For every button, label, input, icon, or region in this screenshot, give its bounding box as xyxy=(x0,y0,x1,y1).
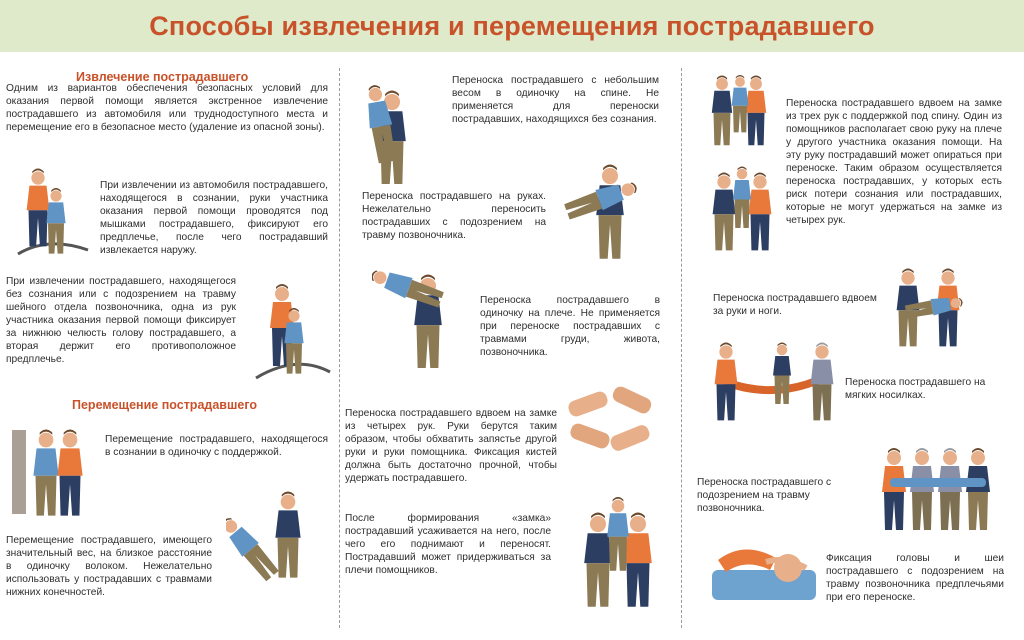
section-heading-moving: Перемещение пострадавшего xyxy=(72,398,258,412)
stretcher-illustration xyxy=(706,334,842,424)
head-neck-fixation-illustration xyxy=(708,520,820,612)
arms-legs-carry-illustration xyxy=(890,262,970,348)
arms-legs-carry-text: Переноска пострадавшего вдвоем за руки и ноги. xyxy=(713,293,877,317)
support-alone-text: Перемещение пострадавшего, находящегося в сознании в одиночку с поддержкой. xyxy=(105,434,328,458)
car-unconscious-text: При извлечении пострадавшего, находящегося без сознания или с подозрением на травму шейного отдела позвоночника, одна из рук участника оказания первой помощи фиксирует за нижнюю челюсть голову пострадавшего, а вторая держит его противоположное предплечье. xyxy=(6,276,236,365)
arms-carry-text: Переноска пострадавшего на руках. Нежелательно переносить пострадавших с подозрением на травму позвоночника. xyxy=(362,191,546,241)
four-hand-seat-illustration xyxy=(574,484,664,610)
car-conscious-text: При извлечении из автомобиля пострадавшего, находящегося в сознании, руки участника оказания первой помощи проводятся под мышками пострадавшего, фиксируют его предплечье, после чего пострадавший извлекается наружу. xyxy=(100,180,328,256)
drag-alone-text: Перемещение пострадавшего, имеющего значительный вес, на близкое расстояние в одиночку волоком. Нежелательно использовать у пострадавших с травмами нижних конечностей. xyxy=(6,535,212,598)
page-title: Способы извлечения и перемещения пострадавшего xyxy=(149,11,875,41)
support-walk-illustration xyxy=(8,420,98,520)
hand-lock-illustration xyxy=(560,378,660,462)
column-divider-right xyxy=(681,68,682,628)
four-hands-after-text: После формирования «замка» пострадавший усаживается на него, после чего его поднимают и переносят. Пострадавший может придерживаться за плечи помощников. xyxy=(345,513,551,576)
shoulder-carry-illustration xyxy=(372,256,470,368)
three-hands-text: Переноска пострадавшего вдвоем на замке из трех рук с поддержкой под спину. Один из помощников располагает свою руку на плече у другого участника оказания помощи. На эту руку пострадавший может опираться при переноске. Таким образом осуществляется переноска пострадавших, у которых есть риск потери сознания или пострадавших, которые не могут удержаться на замке из четырех рук. xyxy=(786,98,1002,226)
spine-carry-illustration xyxy=(880,436,1000,534)
soft-stretcher-text: Переноска пострадавшего на мягких носилках. xyxy=(845,377,986,401)
car-extraction-conscious-illustration xyxy=(10,166,92,258)
head-fixation-text: Фиксация головы и шеи пострадавшего с подозрением на травму позвоночника предплечьями при его переноске. xyxy=(826,553,1004,603)
extraction-intro-text: Одним из вариантов обеспечения безопасных условий для оказания первой помощи является экстренное извлечение пострадавшего из автомобиля или труднодоступного места и перемещение его в безопасное место (удаление из опасной зоны). xyxy=(6,83,328,133)
car-extraction-unconscious-illustration xyxy=(246,282,334,382)
shoulder-carry-text: Переноска пострадавшего в одиночку на плече. Не применяется при переноске пострадавших с травмами груди, живота, позвоночника. xyxy=(480,295,660,358)
three-hand-seat-illustration xyxy=(702,72,782,256)
spine-injury-text: Переноска пострадавшего с подозрением на травму позвоночника. xyxy=(697,477,832,514)
arms-carry-illustration xyxy=(554,150,646,260)
back-carry-illustration xyxy=(354,74,434,184)
drag-illustration xyxy=(226,484,312,584)
column-divider-left xyxy=(339,68,340,628)
back-carry-text: Переноска пострадавшего с небольшим весом в одиночку на спине. Не применяется для переноски пострадавших, находящихся без сознания. xyxy=(452,75,659,125)
section-heading-extraction: Извлечение пострадавшего xyxy=(76,70,249,84)
header-banner xyxy=(0,0,1024,52)
four-hands-lock-text: Переноска пострадавшего вдвоем на замке из четырех рук. Руки берутся таким образом, чтобы обхватить запястье другой руки и руки помощника. Фиксация кистей должна быть достаточно прочной, чтобы удержать пострадавшего. xyxy=(345,408,557,484)
